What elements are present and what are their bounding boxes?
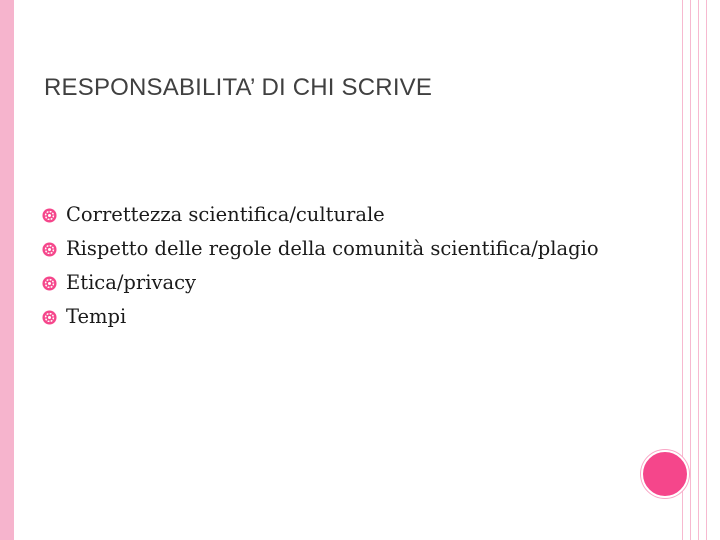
bullet-text: Correttezza scientifica/culturale [66,203,385,226]
right-decorative-line [698,0,699,540]
pink-circle-bullet-icon [42,242,57,257]
pink-circle-bullet-icon [42,276,57,291]
bullet-text: Rispetto delle regole della comunità scientifica/plagio [66,237,599,260]
right-decorative-line [706,0,707,540]
bullet-text: Etica/privacy [66,271,197,294]
slide-title: RESPONSABILITA’ DI CHI SCRIVE [44,74,433,101]
bullet-item [42,200,602,230]
bullet-list [42,200,602,336]
pink-circle-bullet-icon [42,208,57,223]
bullet-item [42,268,602,298]
pink-circle-bullet-icon [42,310,57,325]
bullet-item [42,302,602,332]
left-decorative-bar [0,0,14,540]
bullet-item [42,234,602,264]
decorative-pink-circle [641,450,689,498]
right-decorative-line [690,0,691,540]
bullet-text: Tempi [66,305,127,328]
